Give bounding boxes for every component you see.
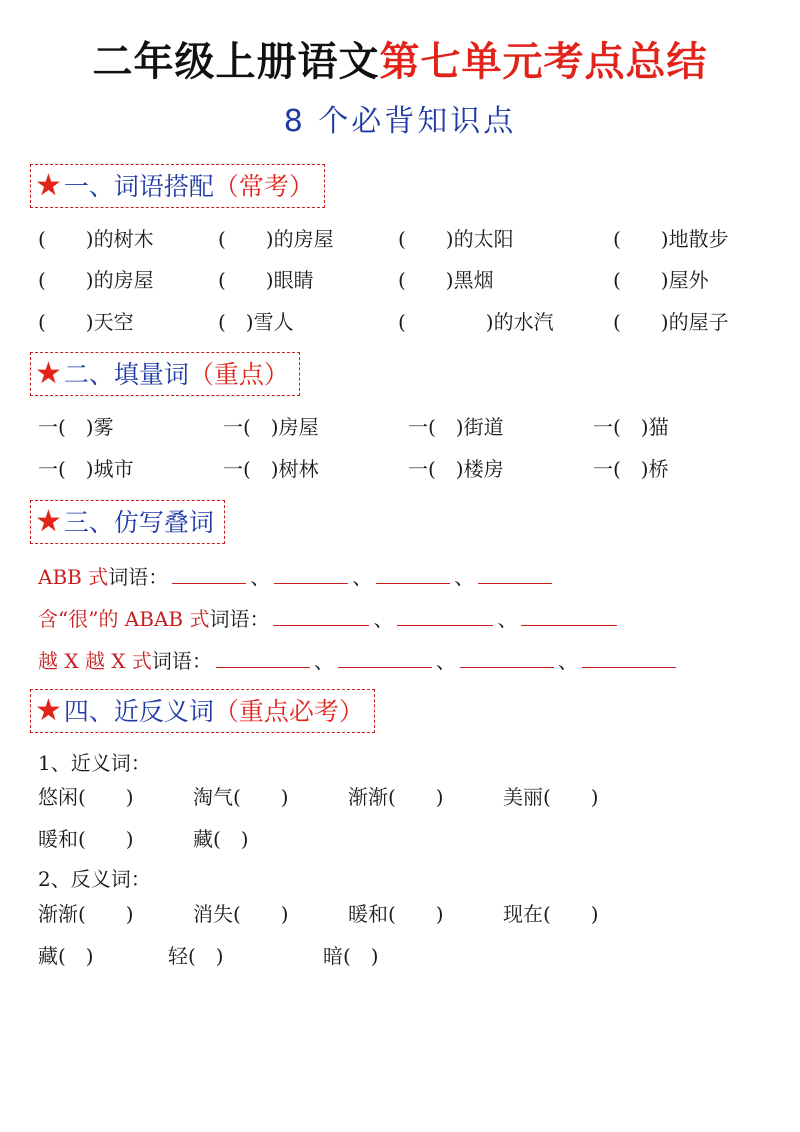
collocation-item: ( )的太阳	[398, 227, 514, 251]
antonym-item: 藏( )	[38, 944, 94, 968]
synonym-item: 淘气( )	[193, 785, 289, 809]
collocation-item: ( )眼睛	[218, 268, 314, 292]
star-icon: ★	[35, 504, 62, 539]
antonym-item: 渐渐( )	[38, 902, 134, 926]
antonym-item: 暗( )	[323, 944, 379, 968]
synonym-label: 1、近义词：	[38, 751, 151, 775]
collocation-item: ( )的屋子	[613, 310, 729, 334]
abb-blank-4[interactable]	[478, 562, 552, 584]
yue-label: 越 X 越 X 式	[38, 649, 152, 673]
section-4-heading	[30, 689, 375, 733]
section-3-heading	[30, 500, 225, 544]
abb-blank-3[interactable]	[376, 562, 450, 584]
collocation-item: ( )的房屋	[218, 227, 334, 251]
measure-word-item: 一( )街道	[408, 415, 504, 439]
synonym-item: 渐渐( )	[348, 785, 444, 809]
measure-word-item: 一( )楼房	[408, 457, 504, 481]
collocation-item: ( )黑烟	[398, 268, 494, 292]
collocation-item: ( )的树木	[38, 227, 154, 251]
synonym-item: 美丽( )	[503, 785, 599, 809]
collocation-item: ( )屋外	[613, 268, 709, 292]
abb-blank-1[interactable]	[172, 562, 246, 584]
synonym-item: 藏( )	[193, 827, 249, 851]
collocation-item: ( )的水汽	[398, 310, 554, 334]
measure-word-item: 一( )雾	[38, 415, 114, 439]
synonym-item: 暖和( )	[38, 827, 134, 851]
abb-label-suffix: 词语：	[108, 565, 169, 589]
yue-label-suffix: 词语：	[151, 649, 212, 673]
title-red: 第七单元考点总结	[379, 39, 708, 85]
star-icon: ★	[35, 356, 62, 391]
abab-label: 含“很”的 ABAB 式	[38, 607, 210, 631]
star-icon: ★	[35, 168, 62, 203]
measure-word-item: 一( )桥	[593, 457, 669, 481]
abb-label: ABB 式	[38, 565, 109, 589]
measure-word-item: 一( )树林	[223, 457, 319, 481]
measure-word-item: 一( )城市	[38, 457, 134, 481]
page-subtitle: 8 个必背知识点	[283, 104, 517, 139]
section-2-title: 二、填量词	[63, 359, 189, 389]
yue-blank-4[interactable]	[582, 646, 676, 668]
abab-words-row: 含“很”的 ABAB 式 词语： 、 、	[38, 604, 617, 634]
collocation-item: ( )的房屋	[38, 268, 154, 292]
section-1-note: （常考）	[213, 171, 314, 201]
title-black: 二年级上册语文	[92, 39, 380, 85]
page-title	[0, 40, 800, 84]
section-4-title: 四、近反义词	[63, 696, 214, 726]
section-1-heading	[30, 164, 325, 208]
synonym-item: 悠闲( )	[38, 785, 134, 809]
collocation-item: ( )地散步	[613, 227, 729, 251]
measure-word-item: 一( )房屋	[223, 415, 319, 439]
yue-blank-3[interactable]	[460, 646, 554, 668]
abab-blank-3[interactable]	[521, 604, 617, 626]
antonym-item: 轻( )	[168, 944, 224, 968]
yue-blank-1[interactable]	[216, 646, 310, 668]
abb-blank-2[interactable]	[274, 562, 348, 584]
yue-blank-2[interactable]	[338, 646, 432, 668]
antonym-item: 消失( )	[193, 902, 289, 926]
abab-blank-2[interactable]	[397, 604, 493, 626]
section-1-title: 一、词语搭配	[63, 171, 214, 201]
abb-words-row: ABB 式 词语： 、 、 、	[38, 562, 552, 592]
yue-x-yue-x-words-row: 越 X 越 X 式 词语： 、 、 、	[38, 646, 676, 676]
section-3-title: 三、仿写叠词	[63, 507, 214, 537]
abab-label-suffix: 词语：	[209, 607, 270, 631]
antonym-label: 2、反义词：	[38, 867, 151, 891]
collocation-item: ( )雪人	[218, 310, 294, 334]
antonym-item: 现在( )	[503, 902, 599, 926]
star-icon: ★	[35, 693, 62, 728]
measure-word-item: 一( )猫	[593, 415, 669, 439]
section-2-heading	[30, 352, 300, 396]
abab-blank-1[interactable]	[273, 604, 369, 626]
collocation-item: ( )天空	[38, 310, 134, 334]
section-2-note: （重点）	[188, 359, 289, 389]
antonym-item: 暖和( )	[348, 902, 444, 926]
section-4-note: （重点必考）	[213, 696, 364, 726]
